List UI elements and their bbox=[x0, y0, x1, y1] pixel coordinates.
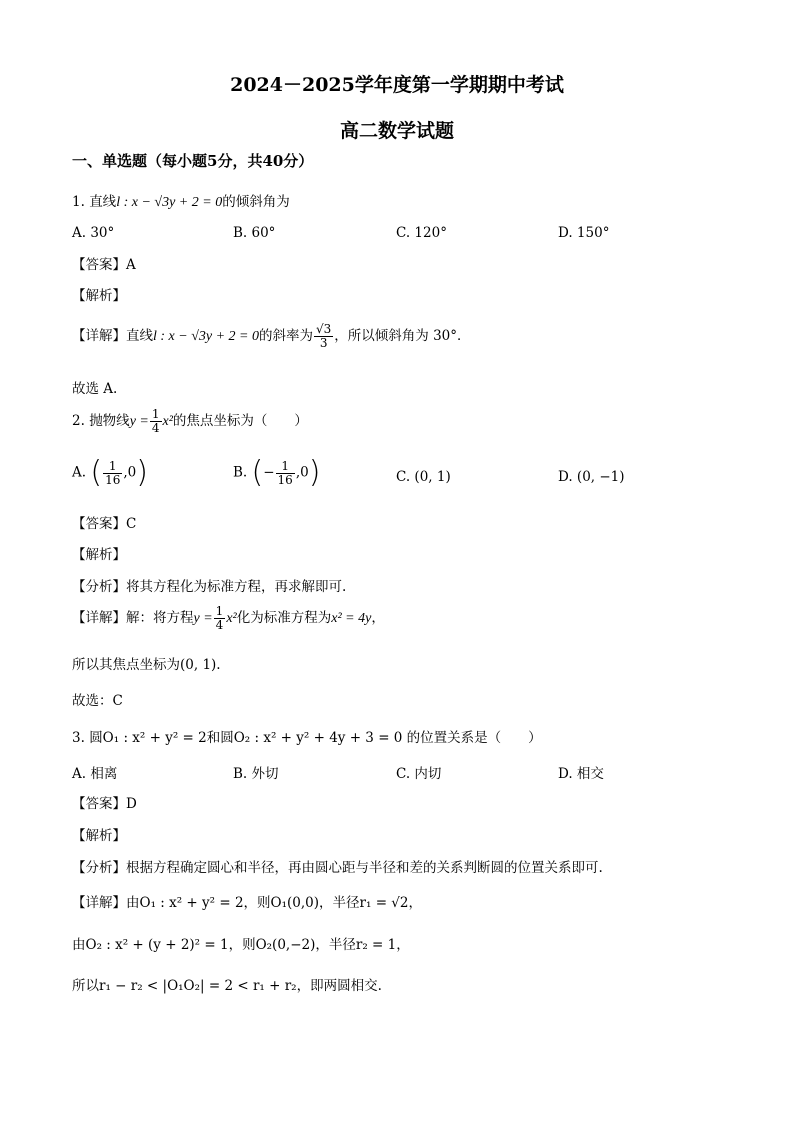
option-fraction bbox=[276, 460, 295, 487]
line-equation: l : x − √3y + 2 = 0 bbox=[153, 329, 260, 344]
parabola-equation-left: y = bbox=[129, 414, 149, 429]
detail-tag: 【详解】 bbox=[72, 895, 126, 911]
fenxi-line bbox=[72, 578, 346, 596]
option-d: D. 相交 bbox=[558, 766, 604, 782]
option-sign: − bbox=[263, 464, 275, 481]
slope-fraction bbox=[314, 323, 333, 350]
option-a: A. 相离 bbox=[72, 766, 118, 782]
conclusion: 故选 A. bbox=[72, 381, 118, 397]
option-b bbox=[233, 455, 321, 490]
fraction-numerator: 1 bbox=[215, 604, 224, 618]
parabola-coefficient bbox=[150, 408, 162, 435]
fenxi-text: 根据方程确定圆心和半径，再由圆心距与半径和差的关系判断圆的位置关系即可. bbox=[126, 860, 603, 876]
answer-line bbox=[72, 795, 137, 813]
detail-text: 化为标准方程为 bbox=[236, 610, 332, 626]
stem-text: 的焦点坐标为（ ） bbox=[172, 413, 308, 429]
equation-right: x² bbox=[226, 611, 237, 626]
detail-tag: 【详解】 bbox=[72, 610, 126, 626]
left-paren: ( bbox=[90, 455, 103, 490]
detail-line bbox=[72, 894, 422, 912]
detail-line bbox=[72, 323, 471, 350]
fraction-denominator: 16 bbox=[105, 472, 121, 487]
answer-tag: 【答案】 bbox=[72, 257, 126, 273]
parabola-equation-right: x² bbox=[162, 414, 173, 429]
detail-text: ， bbox=[371, 610, 385, 626]
detail-line bbox=[72, 605, 385, 632]
question-2-stem bbox=[72, 408, 308, 435]
answer-line bbox=[72, 515, 136, 533]
option-b: B. 60° bbox=[233, 225, 276, 241]
fenxi-tag: 【分析】 bbox=[72, 860, 126, 876]
fraction-numerator: 1 bbox=[103, 460, 122, 474]
fenxi-text: 将其方程化为标准方程，再求解即可. bbox=[126, 579, 347, 595]
fraction-denominator: 4 bbox=[215, 618, 224, 632]
right-paren: ) bbox=[136, 455, 148, 490]
answer-value: C bbox=[126, 516, 137, 532]
section-heading: 一、单选题（每小题5分，共40分） bbox=[72, 152, 314, 170]
option-tail: ,0 bbox=[123, 464, 137, 481]
option-c: C. (0, 1) bbox=[396, 469, 451, 485]
question-number: 3. bbox=[72, 730, 85, 746]
detail-text: 解：将方程 bbox=[126, 610, 194, 626]
option-b: B. 外切 bbox=[233, 766, 279, 782]
stem-text: 的倾斜角为 bbox=[222, 194, 290, 210]
stem-text: 直线 bbox=[89, 194, 117, 210]
detail-text: ，所以倾斜角为 30°． bbox=[334, 328, 471, 344]
answer-tag: 【答案】 bbox=[72, 516, 126, 532]
analysis-tag: 【解析】 bbox=[72, 828, 126, 844]
option-tail: ,0 bbox=[295, 464, 309, 481]
option-label: B. bbox=[233, 464, 248, 481]
option-a: A. 30° bbox=[72, 225, 115, 241]
question-3-stem bbox=[72, 729, 542, 747]
option-label: A. bbox=[72, 464, 87, 481]
stem-text: 抛物线 bbox=[89, 413, 130, 429]
exam-title: 2024－2025学年度第一学期期中考试 bbox=[230, 74, 564, 96]
equation-fraction bbox=[214, 605, 226, 632]
detail-text: 直线 bbox=[126, 328, 153, 344]
question-number: 1. bbox=[72, 194, 85, 210]
fraction-denominator: 16 bbox=[277, 472, 293, 487]
left-paren: ( bbox=[251, 455, 264, 490]
analysis-tag: 【解析】 bbox=[72, 547, 126, 563]
line-equation: l : x − √3y + 2 = 0 bbox=[116, 195, 223, 210]
detail-text: 的斜率为 bbox=[259, 328, 314, 344]
right-paren: ) bbox=[308, 455, 321, 490]
fenxi-line bbox=[72, 859, 603, 877]
question-1-stem bbox=[72, 193, 290, 212]
answer-value: A bbox=[126, 257, 136, 273]
answer-value: D bbox=[126, 796, 137, 812]
answer-tag: 【答案】 bbox=[72, 796, 126, 812]
fraction-numerator: 1 bbox=[276, 460, 295, 474]
focus-line: 所以其焦点坐标为(0, 1). bbox=[72, 657, 221, 673]
option-d: D. (0, −1) bbox=[558, 469, 625, 485]
fraction-numerator: 1 bbox=[151, 407, 160, 421]
stem-text: 圆O₁ : x² + y² = 2和圆O₂ : x² + y² + 4y + 3 = 0 的位置关系是（ ） bbox=[89, 730, 542, 746]
detail-tag: 【详解】 bbox=[72, 328, 126, 344]
detail-line: 由O₂ : x² + (y + 2)² = 1，则O₂(0,−2)，半径r₂ = 1， bbox=[72, 937, 410, 953]
standard-equation: x² = 4y bbox=[331, 611, 372, 626]
conclusion: 故选：C bbox=[72, 693, 123, 709]
fraction-denominator: 3 bbox=[319, 336, 328, 350]
fenxi-tag: 【分析】 bbox=[72, 579, 126, 595]
fraction-denominator: 4 bbox=[151, 421, 160, 435]
question-number: 2. bbox=[72, 413, 85, 429]
option-c: C. 120° bbox=[396, 225, 447, 241]
option-fraction bbox=[103, 460, 122, 487]
option-d: D. 150° bbox=[558, 225, 610, 241]
option-c: C. 内切 bbox=[396, 766, 442, 782]
analysis-tag: 【解析】 bbox=[72, 288, 126, 304]
option-a bbox=[72, 455, 148, 490]
answer-line bbox=[72, 256, 136, 274]
equation-left: y = bbox=[193, 611, 213, 626]
detail-text: 由O₁ : x² + y² = 2，则O₁(0,0)，半径r₁ = √2， bbox=[126, 895, 422, 911]
detail-line: 所以r₁ − r₂ < |O₁O₂| = 2 < r₁ + r₂，即两圆相交. bbox=[72, 978, 382, 994]
exam-subtitle: 高二数学试题 bbox=[339, 120, 454, 142]
fraction-numerator: √3 bbox=[316, 322, 332, 336]
